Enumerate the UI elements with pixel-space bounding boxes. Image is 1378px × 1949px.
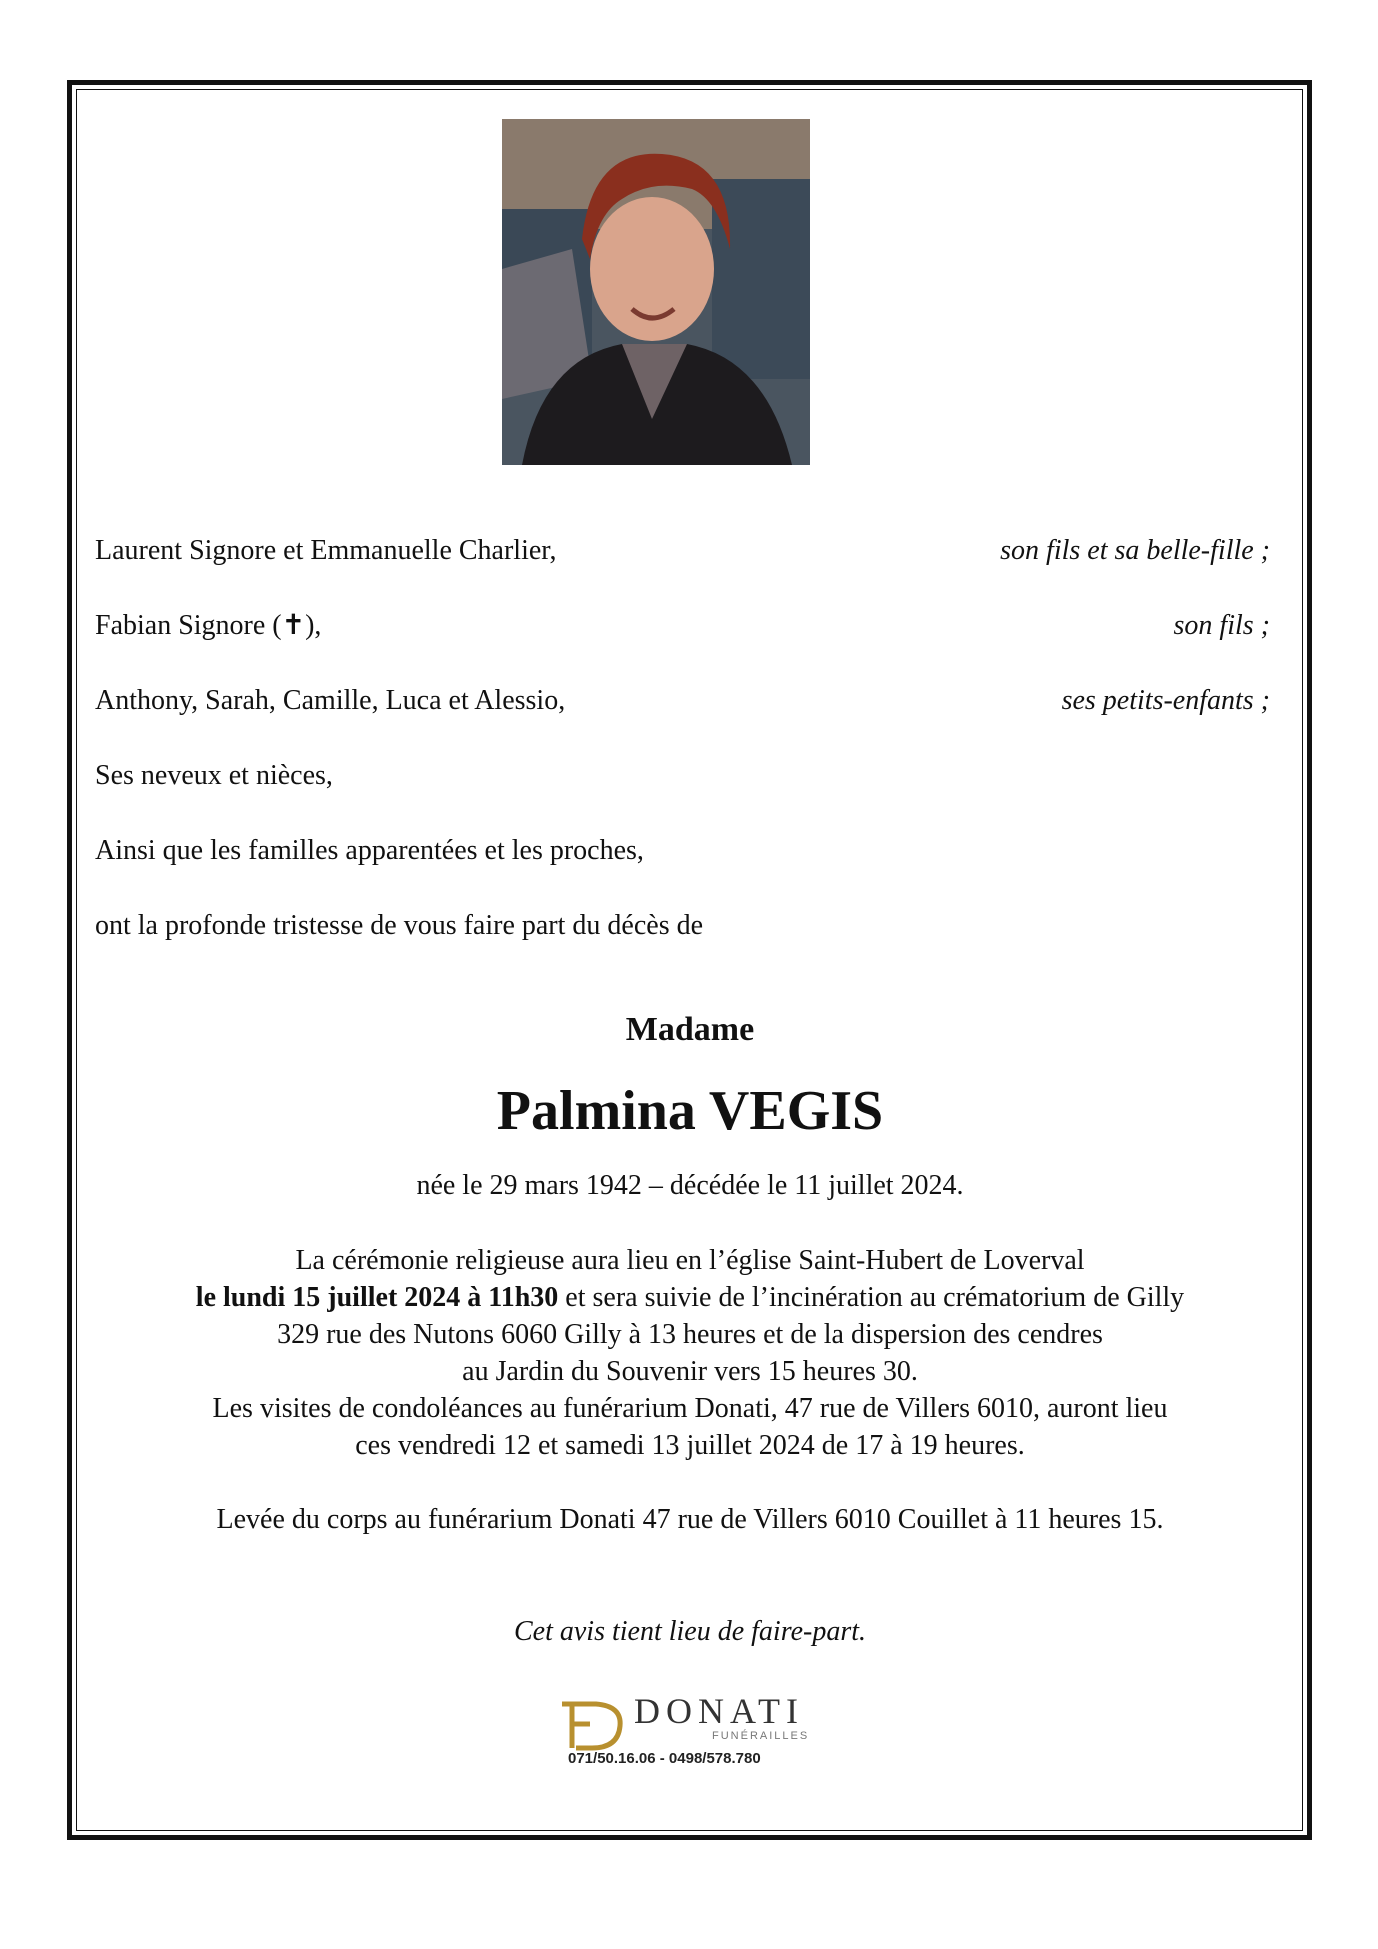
family-member: Anthony, Sarah, Camille, Luca et Alessio,: [95, 685, 566, 716]
family-relation: son fils ;: [1173, 610, 1270, 641]
family-relation: son fils et sa belle-fille ;: [1000, 535, 1270, 566]
logo-subtitle: FUNÉRAILLES: [712, 1730, 810, 1742]
portrait-photo: [502, 119, 810, 465]
birth-death-dates: née le 29 mars 1942 – décédée le 11 juillet 2024.: [416, 1170, 964, 1201]
visits-line: ces vendredi 12 et samedi 13 juillet 2024 de 17 à 19 heures.: [355, 1430, 1025, 1461]
ceremony-date: le lundi 15 juillet 2024 à 11h30: [195, 1282, 559, 1313]
visits-line: Les visites de condoléances au funérarium Donati, 47 rue de Villers 6010, auront lieu: [212, 1393, 1168, 1424]
family-line: Ses neveux et nièces,: [95, 760, 333, 791]
ceremony-line: La cérémonie religieuse aura lieu en l’église Saint-Hubert de Loverval: [295, 1245, 1085, 1276]
ceremony-line: au Jardin du Souvenir vers 15 heures 30.: [462, 1356, 918, 1387]
funeral-home-logo: [556, 1690, 816, 1770]
notice-line: Cet avis tient lieu de faire-part.: [513, 1616, 866, 1647]
logo-name: DONATI: [634, 1691, 804, 1731]
body-removal-line: Levée du corps au funérarium Donati 47 rue de Villers 6010 Couillet à 11 heures 15.: [216, 1504, 1164, 1535]
announcement-line: ont la profonde tristesse de vous faire part du décès de: [95, 910, 704, 941]
ceremony-line: 329 rue des Nutons 6060 Gilly à 13 heures et de la dispersion des cendres: [277, 1319, 1103, 1350]
ceremony-details: [90, 1242, 1290, 1464]
phone-numbers: 071/50.16.06 - 0498/578.780: [568, 1750, 761, 1767]
deceased-title: Madame: [625, 1011, 755, 1048]
family-relation: ses petits-enfants ;: [1061, 685, 1270, 716]
ceremony-line-rest: et sera suivie de l’incinération au crématorium de Gilly: [558, 1282, 1185, 1313]
family-row: [95, 531, 1270, 571]
family-line: Ainsi que les familles apparentées et les proches,: [95, 835, 644, 866]
donati-logo-mark-icon: [556, 1696, 626, 1752]
family-row: [95, 681, 1270, 721]
family-member: Laurent Signore et Emmanuelle Charlier,: [95, 535, 557, 566]
ceremony-line: [90, 1279, 1290, 1316]
deceased-name: Palmina VEGIS: [496, 1080, 884, 1142]
family-row: [95, 606, 1270, 646]
family-member: Fabian Signore (✝),: [95, 610, 322, 641]
